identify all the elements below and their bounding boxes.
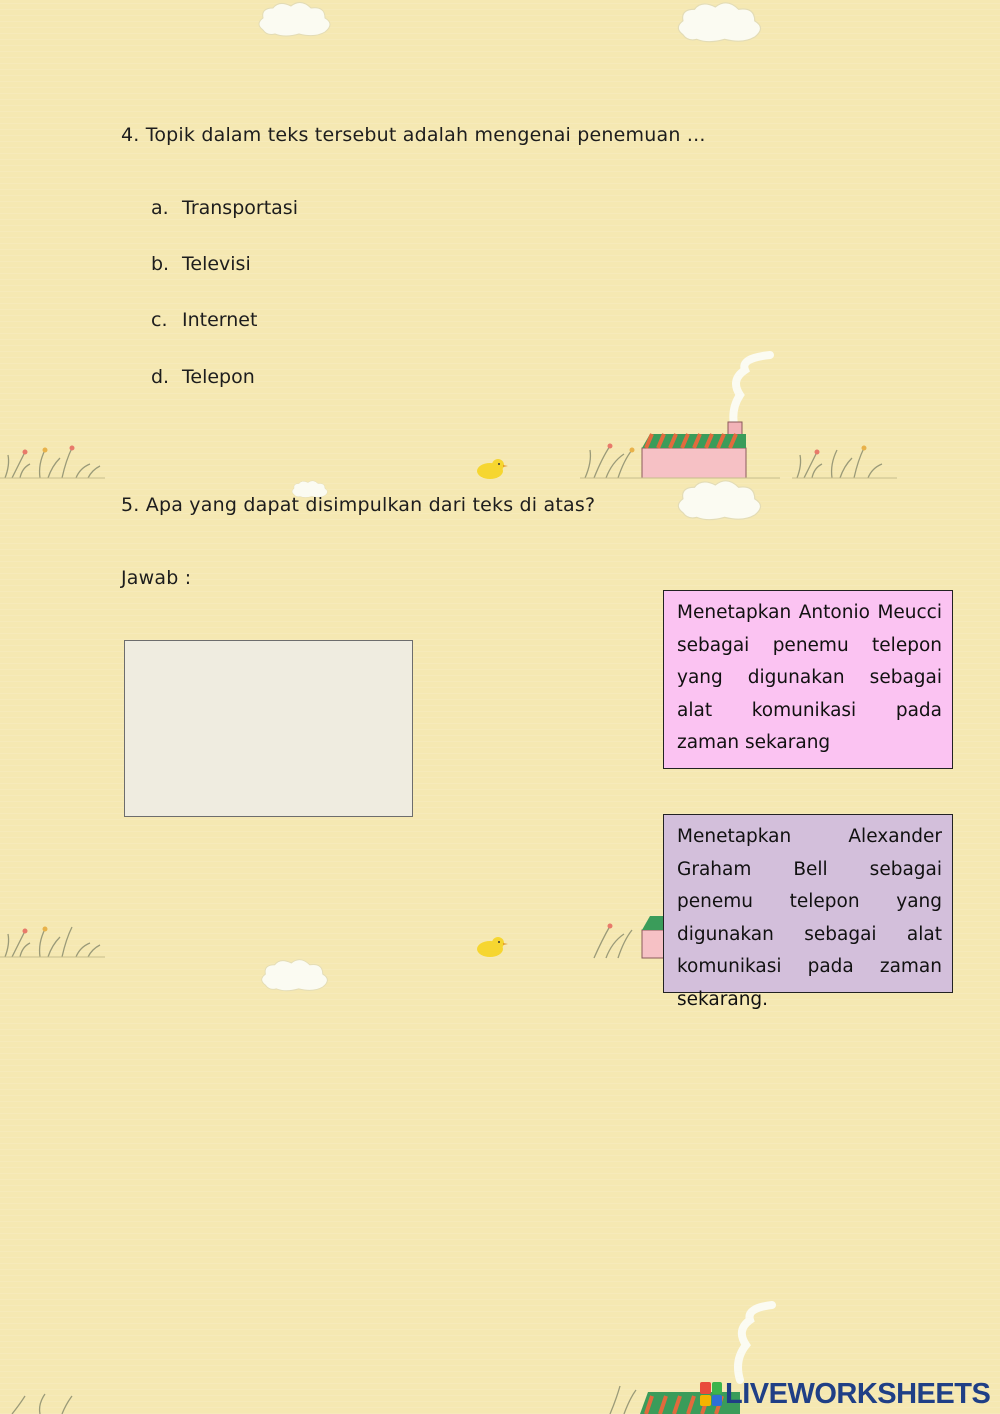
grass-icon bbox=[792, 440, 897, 480]
liveworksheets-logo-icon bbox=[700, 1382, 722, 1406]
option-label: Internet bbox=[182, 309, 258, 331]
option-letter: d. bbox=[151, 366, 170, 388]
option-c bbox=[151, 309, 257, 331]
cloud-icon bbox=[258, 956, 332, 994]
cloud-icon bbox=[255, 0, 335, 38]
question-4-text: 4. Topik dalam teks tersebut adalah mengenai penemuan ... bbox=[121, 124, 706, 146]
answer-label: Jawab : bbox=[121, 567, 192, 589]
logo-text: LIVEWORKSHEETS bbox=[725, 1377, 991, 1410]
cloud-icon bbox=[672, 0, 768, 44]
answer-choice-card[interactable]: Menetapkan Alexander Graham Bell sebagai penemu telepon yang digunakan sebagai alat komunikasi pada zaman sekarang. bbox=[663, 814, 953, 993]
grass-icon bbox=[0, 1392, 105, 1414]
option-label: Telepon bbox=[182, 366, 255, 388]
answer-choice-card[interactable]: Menetapkan Antonio Meucci sebagai penemu telepon yang digunakan sebagai alat komunikasi pada zaman sekarang bbox=[663, 590, 953, 769]
question-5-text: 5. Apa yang dapat disimpulkan dari teks di atas? bbox=[121, 494, 596, 516]
option-d bbox=[151, 366, 255, 388]
chick-icon bbox=[472, 934, 512, 958]
liveworksheets-logo bbox=[700, 1378, 994, 1410]
option-b bbox=[151, 253, 251, 275]
grass-icon bbox=[0, 918, 105, 960]
option-a bbox=[151, 197, 298, 219]
house-icon bbox=[580, 900, 670, 960]
cloud-icon bbox=[672, 478, 768, 522]
option-label: Transportasi bbox=[182, 197, 298, 219]
option-letter: c. bbox=[151, 309, 168, 331]
grass-icon bbox=[0, 440, 105, 480]
house-icon bbox=[580, 350, 780, 480]
chick-icon bbox=[472, 456, 512, 480]
option-letter: b. bbox=[151, 253, 170, 275]
option-label: Televisi bbox=[182, 253, 251, 275]
answer-drop-zone[interactable] bbox=[124, 640, 413, 817]
option-letter: a. bbox=[151, 197, 169, 219]
